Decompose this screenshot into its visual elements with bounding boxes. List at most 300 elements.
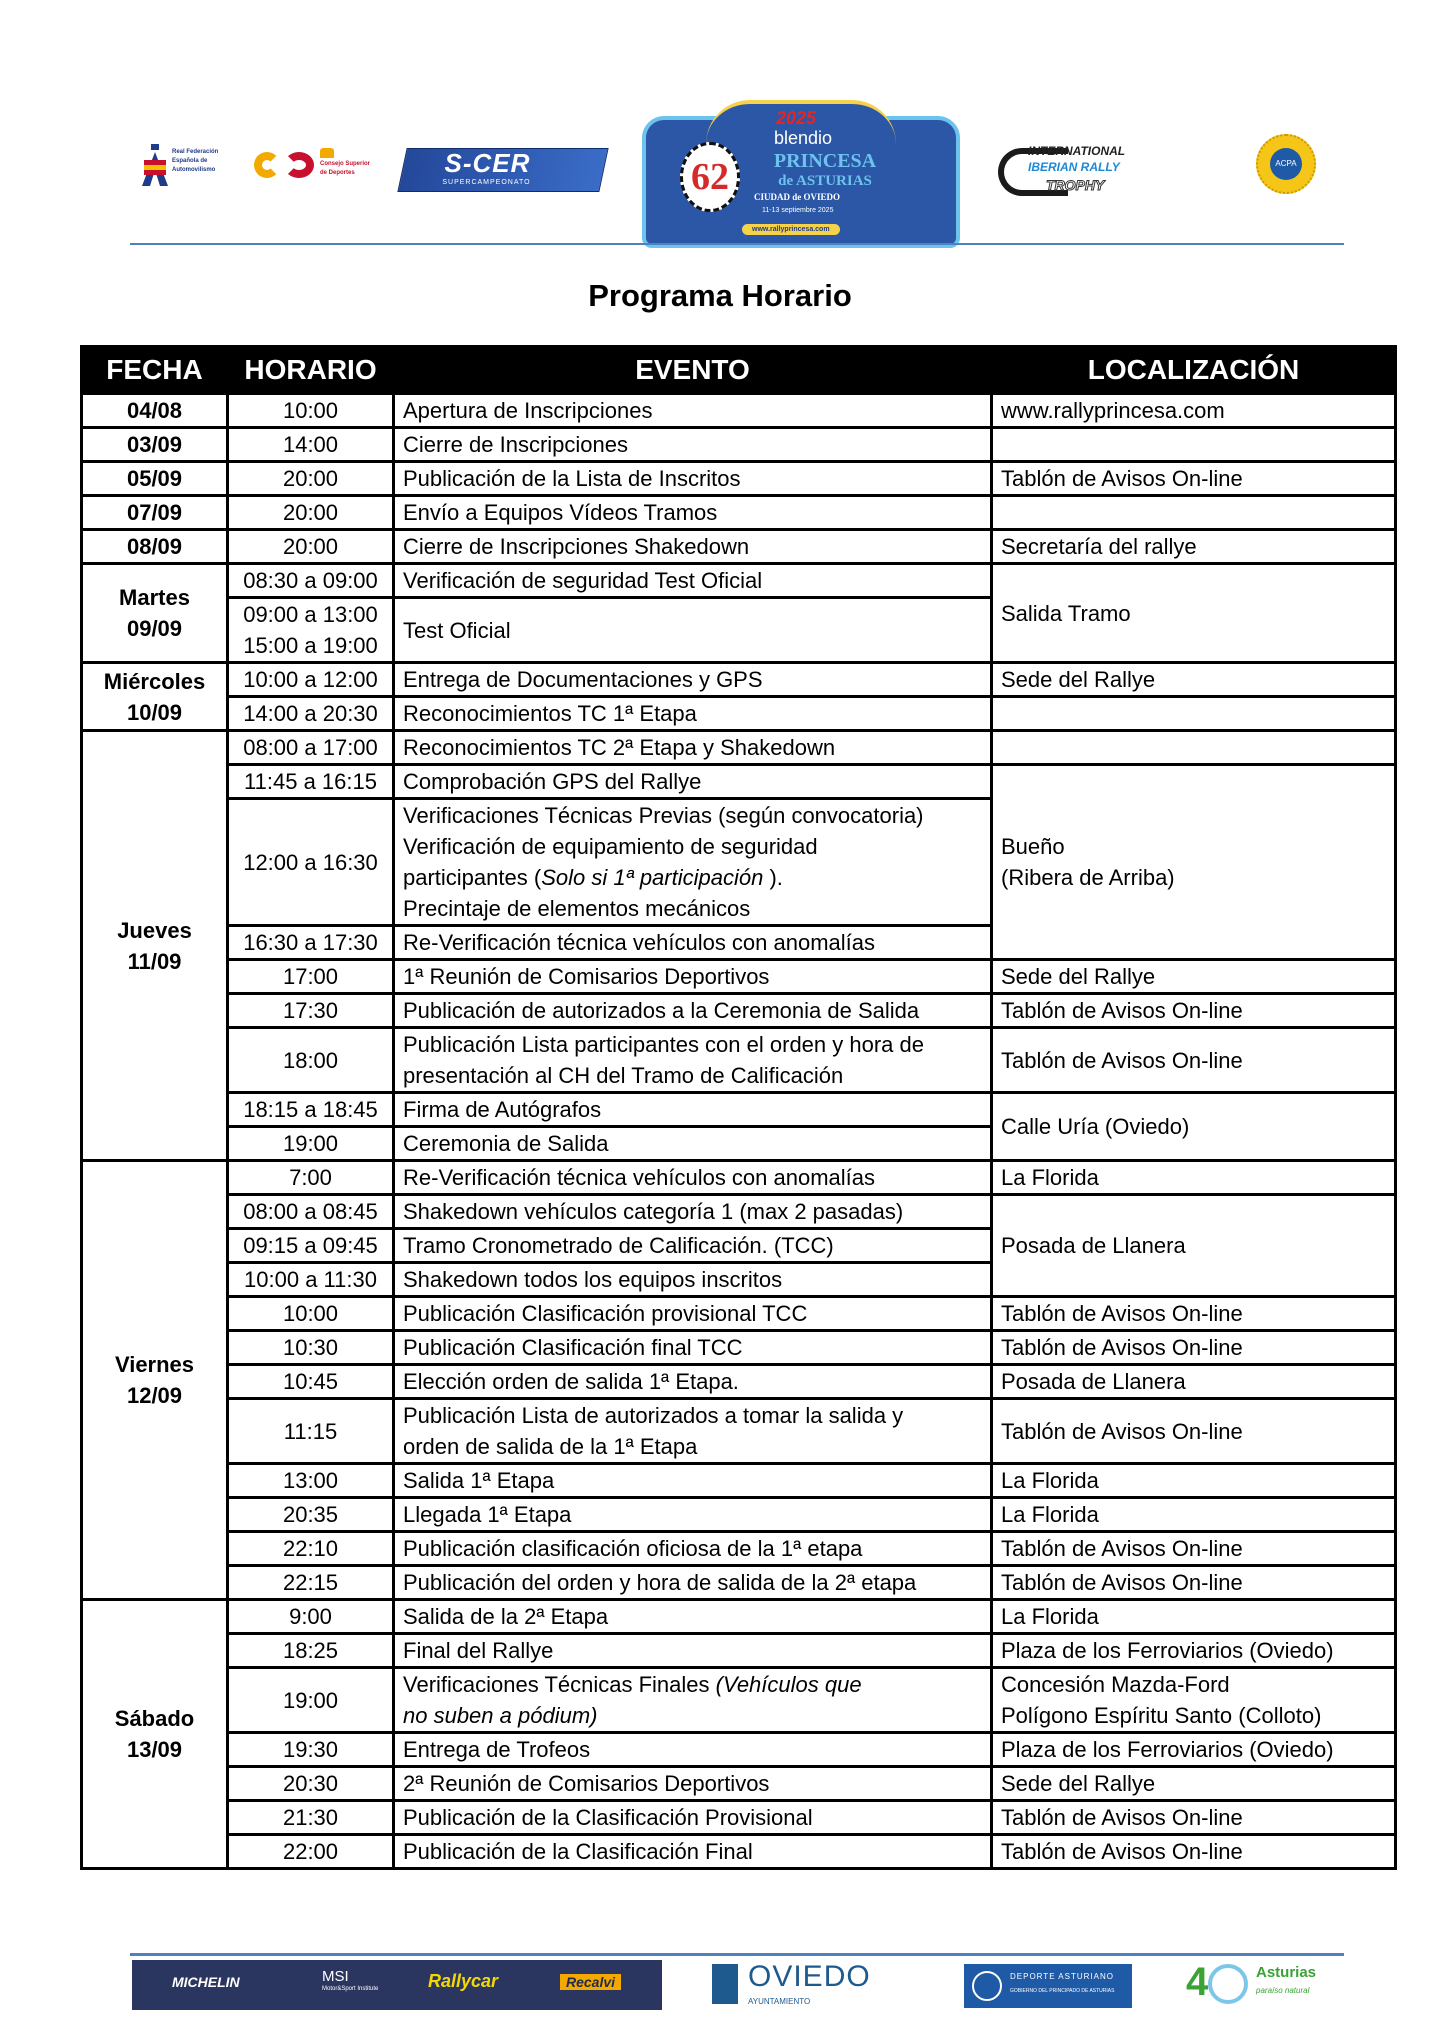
evento-cell <box>394 1835 992 1869</box>
fecha-line: Miércoles <box>103 668 206 694</box>
evento-line <box>403 565 982 596</box>
horario-line: 10:00 <box>282 1301 339 1326</box>
evento-cell <box>394 394 992 428</box>
evento-line <box>403 395 982 426</box>
evento-italic-text: (Vehículos que <box>715 1672 862 1697</box>
localizacion-cell <box>992 1733 1396 1767</box>
evento-text: presentación al CH del Tramo de Calificación <box>403 1063 844 1088</box>
msi-logo <box>322 1968 378 1994</box>
table-row <box>82 731 1396 765</box>
rfeda-crest-icon <box>142 144 168 186</box>
horario-line: 08:00 a 08:45 <box>243 1199 378 1224</box>
horario-cell <box>228 1634 394 1668</box>
evento-line <box>403 1768 982 1799</box>
localizacion-line: Bueño <box>1001 834 1065 859</box>
evento-line <box>403 531 982 562</box>
evento-line <box>403 1060 982 1091</box>
evento-cell <box>394 697 992 731</box>
table-row <box>82 1161 1396 1195</box>
horario-line: 9:00 <box>289 1604 332 1629</box>
asturias-ring-icon <box>1208 1964 1248 2004</box>
evento-text: Publicación de la Clasificación Final <box>403 1839 753 1864</box>
iberian-line-3: TROPHY <box>1046 177 1105 193</box>
evento-line <box>403 1465 982 1496</box>
oviedo-logo <box>712 1960 892 2010</box>
horario-cell <box>228 1835 394 1869</box>
horario-line: 20:30 <box>282 1771 339 1796</box>
table-row <box>82 1028 1396 1093</box>
horario-line: 20:35 <box>282 1502 339 1527</box>
evento-cell <box>394 1365 992 1399</box>
evento-cell <box>394 1566 992 1600</box>
horario-cell <box>228 960 394 994</box>
localizacion-cell <box>992 994 1396 1028</box>
horario-line: 10:00 <box>282 398 339 423</box>
evento-text: Entrega de Documentaciones y GPS <box>403 667 763 692</box>
scer-logo <box>397 148 608 192</box>
localizacion-cell <box>992 394 1396 428</box>
oviedo-text: OVIEDO <box>748 1960 871 1993</box>
horario-cell <box>228 1801 394 1835</box>
evento-text: Salida 1ª Etapa <box>403 1468 555 1493</box>
table-row <box>82 394 1396 428</box>
fecha-line: 07/09 <box>126 500 183 525</box>
evento-line <box>403 1499 982 1530</box>
evento-text: Entrega de Trofeos <box>403 1737 591 1762</box>
horario-cell <box>228 926 394 960</box>
horario-cell <box>228 1767 394 1801</box>
horario-cell <box>228 1566 394 1600</box>
evento-cell <box>394 1464 992 1498</box>
michelin-logo: MICHELIN <box>172 1974 240 1990</box>
sponsors-banner <box>132 1960 662 2010</box>
horario-cell <box>228 564 394 598</box>
localizacion-line: Tablón de Avisos On-line <box>1001 1047 1243 1073</box>
evento-line <box>403 1332 982 1363</box>
header-divider <box>130 243 1344 245</box>
horario-line: 22:00 <box>282 1839 339 1864</box>
localizacion-line: Sede del Rallye <box>1001 964 1156 989</box>
evento-text: Verificaciones Técnicas Previas (según convocatoria) <box>403 803 924 828</box>
horario-cell <box>228 1365 394 1399</box>
localizacion-line: Calle Uría (Oviedo) <box>1001 1114 1190 1139</box>
horario-line: 15:00 a 19:00 <box>243 633 378 658</box>
table-row <box>82 1331 1396 1365</box>
fecha-line: 13/09 <box>126 1737 183 1762</box>
rally-plate-logo <box>642 108 960 248</box>
localizacion-line: Sede del Rallye <box>1001 1771 1156 1796</box>
localizacion-cell <box>992 1195 1396 1297</box>
evento-cell <box>394 1028 992 1093</box>
evento-cell <box>394 960 992 994</box>
table-row <box>82 765 1396 799</box>
deporte-text: DEPORTE ASTURIANO <box>1010 1972 1114 1981</box>
evento-text: Cierre de Inscripciones Shakedown <box>403 534 750 559</box>
rfeda-text: Real Federación Española de Automovilismo <box>172 149 219 173</box>
evento-line <box>403 961 982 992</box>
table-row <box>82 462 1396 496</box>
localizacion-cell <box>992 564 1396 663</box>
horario-cell <box>228 428 394 462</box>
localizacion-line <box>1001 497 1386 528</box>
plate-dates: 11-13 septiembre 2025 <box>762 207 834 214</box>
horario-cell <box>228 1733 394 1767</box>
horario-line: 13:00 <box>282 1468 339 1493</box>
evento-text: Apertura de Inscripciones <box>403 398 653 423</box>
evento-line <box>403 1094 982 1125</box>
horario-line: 20:00 <box>282 500 339 525</box>
horario-cell <box>228 799 394 926</box>
fecha-cell <box>82 394 228 428</box>
evento-line <box>403 1162 982 1193</box>
evento-text: Llegada 1ª Etapa <box>403 1502 572 1527</box>
evento-cell <box>394 496 992 530</box>
horario-cell <box>228 1532 394 1566</box>
plate-number: 62 <box>680 142 740 212</box>
evento-line <box>403 1366 982 1397</box>
table-row <box>82 1498 1396 1532</box>
asturias-text: Asturias <box>1256 1964 1317 1981</box>
localizacion-cell <box>992 1566 1396 1600</box>
plate-name-1: PRINCESA <box>773 150 877 172</box>
fecha-line: 11/09 <box>127 948 182 974</box>
header-fecha: FECHA <box>82 347 228 394</box>
evento-line <box>403 1635 982 1666</box>
header-logos <box>140 108 1340 242</box>
horario-cell <box>228 1263 394 1297</box>
horario-line: 10:30 <box>282 1335 339 1360</box>
evento-line <box>403 1669 982 1700</box>
fecha-line: 04/08 <box>126 398 183 423</box>
localizacion-cell <box>992 1399 1396 1464</box>
table-row <box>82 1297 1396 1331</box>
localizacion-line: Tablón de Avisos On-line <box>1001 1301 1243 1326</box>
horario-line: 09:15 a 09:45 <box>243 1233 378 1258</box>
localizacion-cell <box>992 1801 1396 1835</box>
localizacion-cell <box>992 1498 1396 1532</box>
localizacion-cell <box>992 1161 1396 1195</box>
table-row <box>82 428 1396 462</box>
evento-line <box>403 1802 982 1833</box>
asturias-subtext: paraíso natural <box>1256 1986 1310 1995</box>
evento-line <box>403 927 982 958</box>
csd-c-icon <box>254 152 280 178</box>
recalvi-logo: Recalvi <box>560 1974 621 1990</box>
localizacion-line: Salida Tramo <box>1001 600 1131 626</box>
oviedo-subtext: AYUNTAMIENTO <box>748 1997 811 2006</box>
localizacion-line: Plaza de los Ferroviarios (Oviedo) <box>1001 1638 1334 1663</box>
evento-text: Publicación clasificación oficiosa de la 1ª etapa <box>403 1536 863 1561</box>
localizacion-line <box>1001 429 1386 460</box>
evento-text: Comprobación GPS del Rallye <box>403 769 702 794</box>
table-row <box>82 994 1396 1028</box>
evento-line <box>403 1230 982 1261</box>
evento-line <box>403 1128 982 1159</box>
evento-cell <box>394 1263 992 1297</box>
msi-text: MSI <box>322 1968 349 1985</box>
evento-cell <box>394 1767 992 1801</box>
localizacion-cell <box>992 1668 1396 1733</box>
evento-text: Tramo Cronometrado de Calificación. (TCC) <box>403 1233 834 1258</box>
evento-line <box>403 664 982 695</box>
fecha-cell <box>82 663 228 731</box>
localizacion-line: Polígono Espíritu Santo (Colloto) <box>1001 1703 1322 1728</box>
evento-text: Shakedown todos los equipos inscritos <box>403 1267 783 1292</box>
evento-italic-text: Solo si 1ª participación <box>541 865 764 890</box>
evento-text: Test Oficial <box>403 617 511 643</box>
evento-text: Reconocimientos TC 2ª Etapa y Shakedown <box>403 735 836 760</box>
horario-line: 08:30 a 09:00 <box>243 568 378 593</box>
schedule-body <box>82 394 1396 1869</box>
evento-line <box>403 463 982 494</box>
table-row <box>82 1464 1396 1498</box>
localizacion-cell <box>992 1331 1396 1365</box>
evento-cell <box>394 1195 992 1229</box>
scer-title: S-CER <box>444 148 531 178</box>
evento-text: Verificaciones Técnicas Finales <box>403 1672 716 1697</box>
table-row <box>82 530 1396 564</box>
table-row <box>82 1399 1396 1464</box>
acpa-logo <box>1256 134 1316 194</box>
fecha-line: 03/09 <box>126 432 183 457</box>
table-row <box>82 1801 1396 1835</box>
horario-cell <box>228 394 394 428</box>
localizacion-line: Tablón de Avisos On-line <box>1001 1335 1243 1360</box>
table-row <box>82 1093 1396 1127</box>
horario-line: 21:30 <box>282 1805 339 1830</box>
evento-text: Cierre de Inscripciones <box>403 432 628 457</box>
evento-text: Verificación de equipamiento de seguridad <box>403 834 818 859</box>
horario-line: 7:00 <box>289 1165 332 1190</box>
localizacion-cell <box>992 1028 1396 1093</box>
evento-line <box>403 1029 982 1060</box>
evento-line <box>403 1400 982 1431</box>
horario-cell <box>228 1161 394 1195</box>
schedule-table <box>80 345 1397 1870</box>
evento-text: Final del Rallye <box>403 1638 554 1663</box>
localizacion-cell <box>992 1835 1396 1869</box>
horario-cell <box>228 1093 394 1127</box>
plate-name-2: de ASTURIAS <box>778 173 872 189</box>
horario-cell <box>228 1297 394 1331</box>
localizacion-line: Posada de Llanera <box>1001 1233 1186 1258</box>
fecha-cell <box>82 564 228 663</box>
localizacion-cell <box>992 1464 1396 1498</box>
horario-line: 22:10 <box>282 1536 339 1561</box>
horario-line: 10:00 a 11:30 <box>244 1267 377 1292</box>
horario-line: 17:30 <box>282 998 339 1023</box>
evento-cell <box>394 731 992 765</box>
horario-cell <box>228 496 394 530</box>
horario-line: 09:00 a 13:00 <box>243 602 378 627</box>
horario-cell <box>228 1028 394 1093</box>
localizacion-cell <box>992 1297 1396 1331</box>
evento-cell <box>394 1127 992 1161</box>
evento-text: 1ª Reunión de Comisarios Deportivos <box>403 964 770 989</box>
evento-text: Verificación de seguridad Test Oficial <box>403 568 763 593</box>
evento-cell <box>394 994 992 1028</box>
horario-cell <box>228 1399 394 1464</box>
evento-text: Salida de la 2ª Etapa <box>403 1604 609 1629</box>
evento-cell <box>394 1093 992 1127</box>
horario-line: 22:15 <box>282 1570 339 1595</box>
horario-line: 14:00 a 20:30 <box>243 701 378 726</box>
asturias-logo <box>1186 1960 1346 2010</box>
footer-divider <box>130 1953 1344 1956</box>
evento-text: Precintaje de elementos mecánicos <box>403 896 751 921</box>
evento-text: Re-Verificación técnica vehículos con anomalías <box>403 930 876 955</box>
evento-line <box>403 800 982 831</box>
evento-text: Firma de Autógrafos <box>403 1097 602 1122</box>
rallycar-logo: Rallycar <box>428 1971 499 1991</box>
evento-line <box>403 1264 982 1295</box>
evento-text: Publicación Clasificación provisional TCC <box>403 1301 808 1326</box>
horario-line: 10:00 a 12:00 <box>243 667 378 692</box>
horario-cell <box>228 731 394 765</box>
horario-line: 16:30 a 17:30 <box>243 930 378 955</box>
horario-cell <box>228 1464 394 1498</box>
evento-cell <box>394 799 992 926</box>
evento-line <box>403 1601 982 1632</box>
evento-line <box>403 1298 982 1329</box>
fecha-cell <box>82 731 228 1161</box>
horario-line: 19:00 <box>282 1687 339 1713</box>
evento-cell <box>394 462 992 496</box>
deporte-asturiano-logo <box>964 1964 1132 2008</box>
horario-line: 12:00 a 16:30 <box>243 849 378 875</box>
horario-line: 20:00 <box>282 534 339 559</box>
evento-cell <box>394 663 992 697</box>
table-row <box>82 564 1396 598</box>
evento-cell <box>394 564 992 598</box>
evento-line <box>403 893 982 924</box>
localizacion-line: Tablón de Avisos On-line <box>1001 1805 1243 1830</box>
evento-text: Elección orden de salida 1ª Etapa. <box>403 1369 739 1394</box>
evento-cell <box>394 1801 992 1835</box>
asturias-40-icon: 4 <box>1186 1960 1209 2004</box>
evento-text: participantes ( <box>403 865 542 890</box>
localizacion-cell <box>992 530 1396 564</box>
evento-cell <box>394 1733 992 1767</box>
plate-name <box>750 150 900 190</box>
fecha-line: Jueves <box>117 917 192 943</box>
table-row <box>82 1532 1396 1566</box>
localizacion-line: Tablón de Avisos On-line <box>1001 1536 1243 1561</box>
evento-text: Publicación Lista participantes con el orden y hora de <box>403 1032 924 1057</box>
evento-cell <box>394 1498 992 1532</box>
localizacion-cell <box>992 1365 1396 1399</box>
evento-line <box>403 429 982 460</box>
fecha-cell <box>82 462 228 496</box>
page-title: Programa Horario <box>588 278 852 313</box>
horario-line: 18:15 a 18:45 <box>243 1097 378 1122</box>
horario-line: 18:25 <box>282 1638 339 1663</box>
horario-cell <box>228 663 394 697</box>
horario-line: 11:45 a 16:15 <box>244 769 377 794</box>
localizacion-cell <box>992 1600 1396 1634</box>
table-row <box>82 1668 1396 1733</box>
fecha-line: Viernes <box>114 1352 195 1377</box>
localizacion-line: Concesión Mazda-Ford <box>1001 1672 1230 1697</box>
acpa-text: ACPA <box>1270 148 1302 180</box>
evento-text: orden de salida de la 1ª Etapa <box>403 1434 698 1459</box>
fecha-line: 09/09 <box>126 616 183 641</box>
horario-line: 20:00 <box>282 466 339 491</box>
fecha-line: 05/09 <box>126 466 183 491</box>
evento-line <box>403 1836 982 1867</box>
horario-line: 08:00 a 17:00 <box>243 735 378 760</box>
evento-text: Publicación de autorizados a la Ceremonia de Salida <box>403 998 920 1023</box>
evento-text: Reconocimientos TC 1ª Etapa <box>403 701 697 726</box>
table-row <box>82 1767 1396 1801</box>
evento-text: 2ª Reunión de Comisarios Deportivos <box>403 1771 770 1796</box>
localizacion-cell <box>992 1767 1396 1801</box>
fecha-cell <box>82 530 228 564</box>
horario-cell <box>228 1600 394 1634</box>
evento-cell <box>394 428 992 462</box>
localizacion-line: Posada de Llanera <box>1001 1369 1186 1394</box>
evento-cell <box>394 1161 992 1195</box>
evento-cell <box>394 1399 992 1464</box>
fecha-cell <box>82 1600 228 1869</box>
fecha-line: 12/09 <box>126 1383 183 1408</box>
localizacion-line: Tablón de Avisos On-line <box>1001 1839 1243 1864</box>
evento-cell <box>394 1668 992 1733</box>
plate-city: CIUDAD de OVIEDO <box>754 192 841 202</box>
evento-cell <box>394 1331 992 1365</box>
evento-line <box>403 862 982 893</box>
evento-line <box>403 1431 982 1462</box>
horario-line: 17:00 <box>282 964 339 989</box>
localizacion-line: La Florida <box>1001 1468 1099 1493</box>
horario-cell <box>228 1229 394 1263</box>
horario-cell <box>228 1127 394 1161</box>
localizacion-line: (Ribera de Arriba) <box>1001 865 1175 890</box>
horario-cell <box>228 1668 394 1733</box>
localizacion-cell <box>992 1634 1396 1668</box>
evento-line <box>403 831 982 862</box>
evento-cell <box>394 1600 992 1634</box>
evento-cell <box>394 1229 992 1263</box>
plate-year: 2025 <box>776 108 817 128</box>
horario-cell <box>228 994 394 1028</box>
evento-line <box>403 1196 982 1227</box>
evento-line <box>403 1700 982 1731</box>
localizacion-cell <box>992 428 1396 462</box>
deporte-subtext: GOBIERNO DEL PRINCIPADO DE ASTURIAS <box>1010 1988 1115 1994</box>
header-horario: HORARIO <box>228 347 394 394</box>
fecha-cell <box>82 1161 228 1600</box>
evento-cell <box>394 1297 992 1331</box>
evento-text: Publicación de la Clasificación Provisional <box>403 1805 813 1830</box>
evento-line <box>403 615 982 646</box>
horario-cell <box>228 1195 394 1229</box>
crown-icon <box>320 148 334 158</box>
horario-line: 10:45 <box>282 1369 339 1394</box>
fecha-cell <box>82 496 228 530</box>
localizacion-cell <box>992 663 1396 697</box>
evento-line <box>403 995 982 1026</box>
horario-cell <box>228 598 394 663</box>
evento-text: Re-Verificación técnica vehículos con anomalías <box>403 1165 876 1190</box>
evento-cell <box>394 926 992 960</box>
fecha-line: 10/09 <box>126 699 183 725</box>
fecha-line: 08/09 <box>126 534 183 559</box>
evento-line <box>403 698 982 729</box>
table-row <box>82 960 1396 994</box>
horario-line: 19:30 <box>282 1737 339 1762</box>
evento-text: Publicación Clasificación final TCC <box>403 1335 743 1360</box>
